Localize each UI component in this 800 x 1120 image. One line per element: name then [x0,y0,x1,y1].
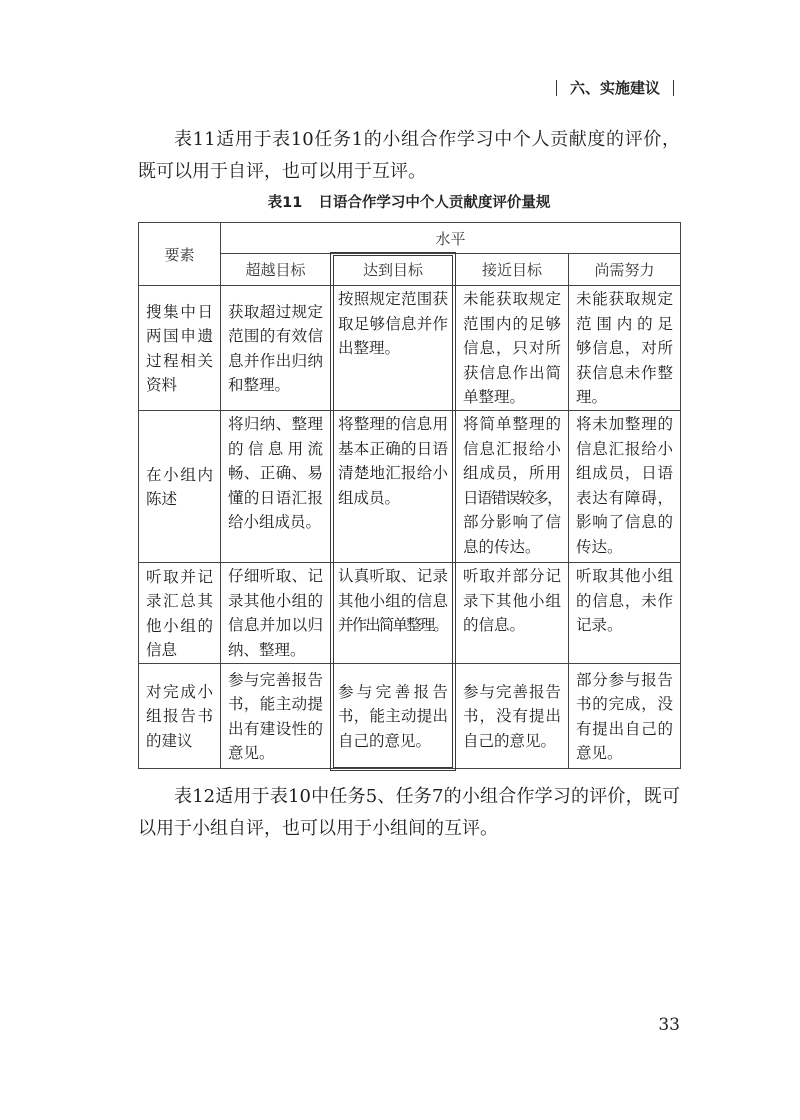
level-descriptor-cell [221,563,331,664]
cell-text-line: 信息 [146,641,178,659]
cell-text-line: 组成员，日语 [576,464,674,482]
cell-text-line: 获取超过规定 [228,302,323,321]
level-name-exceeds: 超越目标 [221,254,331,286]
cell-text-line: 的建议 [146,731,193,750]
level-name-approaching: 接近目标 [456,254,569,286]
cell-text-line: 的信息用流 [228,439,323,458]
cell-text-line: 未能获取规定 [463,290,561,309]
cell-text-line: 范围内的足够 [463,314,561,333]
level-descriptor-cell [221,664,331,769]
cell-text-line: 参与完善报告 [463,682,561,701]
cell-text-line: 传达。 [576,537,623,556]
cell-text-line: 获信息作出简 [463,363,561,382]
cell-text-line: 其他小组的信息 [338,591,448,610]
cell-text-line: 陈述 [146,490,178,508]
following-paragraph: 表12适用于表10中任务5、任务7的小组合作学习的评价，既可以用于小组自评，也可以用于小组间的互评。 [138,786,680,839]
level-descriptor-cell [569,286,681,411]
level-descriptor-cell [569,664,681,769]
cell-text-line: 仔细听取、记 [228,567,323,585]
rubric-table-body [139,286,681,769]
cell-text-line: 他小组的 [146,616,213,635]
cell-text-line: 参与完善报告 [338,682,448,701]
cell-text-line: 意见。 [228,744,275,762]
rubric-row [139,563,681,664]
cell-text-line: 自己的意见。 [338,731,432,750]
cell-text-line: 获信息未作整 [576,363,674,382]
table-caption [138,192,680,214]
table-caption-number: 表11 [267,195,303,211]
cell-text-line: 两国申遗 [146,327,213,345]
cell-text-line: 听取并记 [146,567,213,586]
level-descriptor-cell [331,563,456,664]
cell-text-line: 部分参与报告 [576,670,674,689]
cell-text-line: 未能获取规定 [576,290,674,309]
level-descriptor-cell [569,563,681,664]
rubric-row [139,664,681,769]
level-name-meets: 达到目标 [331,254,456,286]
cell-text-line: 畅、正确、易 [228,464,323,482]
criterion-cell [139,286,221,411]
cell-text-line: 将整理的信息用 [338,415,448,433]
cell-text-line: 信息汇报给小 [576,439,674,458]
cell-text-line: 听取其他小组 [576,567,674,585]
rubric-row [139,286,681,411]
running-header-section-title: 六、实施建议 [570,79,661,97]
cell-text-line: 按照规定范围获 [338,290,448,308]
cell-text-line: 资料 [146,376,178,394]
table-caption-title: 日语合作学习中个人贡献度评价量规 [318,195,551,211]
cell-text-line: 取足够信息并作 [338,314,448,333]
cell-text-line: 息并作出归纳 [228,351,323,370]
cell-text-line: 清楚地汇报给小 [338,464,448,482]
cell-text-line: 认真听取、记录 [338,567,448,585]
running-header [556,80,674,96]
cell-text-line: 听取并部分记 [463,567,561,585]
cell-text-line: 将归纳、整理 [228,415,323,433]
cell-text-line: 组报告书 [146,707,213,726]
cell-text-line: 的信息。 [463,616,526,634]
cell-text-line: 理。 [576,388,608,407]
intro-paragraph: 表11适用于表10任务1的小组合作学习中个人贡献度的评价，既可以用于自评，也可以用于互评。 [138,129,680,182]
rubric-table-header [139,223,681,286]
cell-text-line: 表达有障碍， [576,488,674,507]
level-descriptor-cell [221,411,331,563]
level-descriptor-cell [456,563,569,664]
rubric-table [138,222,681,769]
cell-text-line: 影响了信息的 [576,513,674,531]
cell-text-line: 并作出简单整理。 [338,616,447,634]
cell-text-line: 出有建设性的 [228,719,323,738]
cell-text-line: 和整理。 [228,376,291,394]
cell-text-line: 基本正确的日语 [338,439,448,458]
cell-text-line: 日语错误较多， [463,488,561,507]
cell-text-line: 过程相关 [146,351,213,370]
cell-text-line: 书，能主动提出 [338,707,448,726]
level-names-row [139,254,681,286]
cell-text-line: 录下其他小组 [463,591,561,610]
cell-text-line: 组成员，所用 [463,464,561,482]
level-descriptor-cell [331,411,456,563]
criterion-cell [139,411,221,563]
level-descriptor-cell [331,664,456,769]
cell-text-line: 书的完成，没 [576,695,674,713]
criterion-cell [139,563,221,664]
cell-text-line: 书，没有提出 [463,707,561,726]
criterion-cell [139,664,221,769]
cell-text-line: 将未加整理的 [576,415,674,433]
cell-text-line: 信息汇报给小 [463,439,561,458]
cell-text-line: 信息并加以归 [228,616,323,634]
header-row [139,223,681,254]
cell-text-line: 对完成小 [146,682,213,701]
cell-text-line: 有提出自己的 [576,719,674,738]
level-descriptor-cell [221,286,331,411]
cell-text-line: 纳、整理。 [228,640,306,659]
cell-text-line: 将简单整理的 [463,415,561,433]
cell-text-line: 息的传达。 [463,537,541,556]
cell-text-line: 记录。 [576,616,623,634]
level-descriptor-cell [456,411,569,563]
cell-text-line: 够信息，对所 [576,339,674,358]
cell-text-line: 单整理。 [463,388,526,407]
level-descriptor-cell [456,664,569,769]
rubric-row [139,411,681,563]
cell-text-line: 自己的意见。 [463,731,557,750]
cell-text-line: 出整理。 [338,339,401,357]
level-group-header: 水平 [221,223,681,254]
cell-text-line: 录其他小组的 [228,591,323,610]
cell-text-line: 给小组成员。 [228,513,322,531]
cell-text-line: 搜集中日 [146,302,213,321]
cell-text-line: 范围的有效信 [228,327,323,345]
page-number: 33 [658,1015,680,1035]
cell-text-line: 范围内的足 [576,314,674,333]
level-descriptor-cell [331,286,456,411]
level-descriptor-cell [456,286,569,411]
level-descriptor-cell [569,411,681,563]
cell-text-line: 信息，只对所 [463,339,561,358]
cell-text-line: 参与完善报告 [228,670,323,689]
cell-text-line: 的信息，未作 [576,591,674,610]
level-name-needs-effort: 尚需努力 [569,254,681,286]
cell-text-line: 意见。 [576,744,623,762]
cell-text-line: 部分影响了信 [463,513,561,531]
cell-text-line: 录汇总其 [146,592,213,610]
cell-text-line: 懂的日语汇报 [228,488,323,507]
cell-text-line: 在小组内 [146,465,213,484]
criteria-header: 要素 [139,223,221,286]
cell-text-line: 书，能主动提 [228,695,323,713]
cell-text-line: 组成员。 [338,488,401,507]
